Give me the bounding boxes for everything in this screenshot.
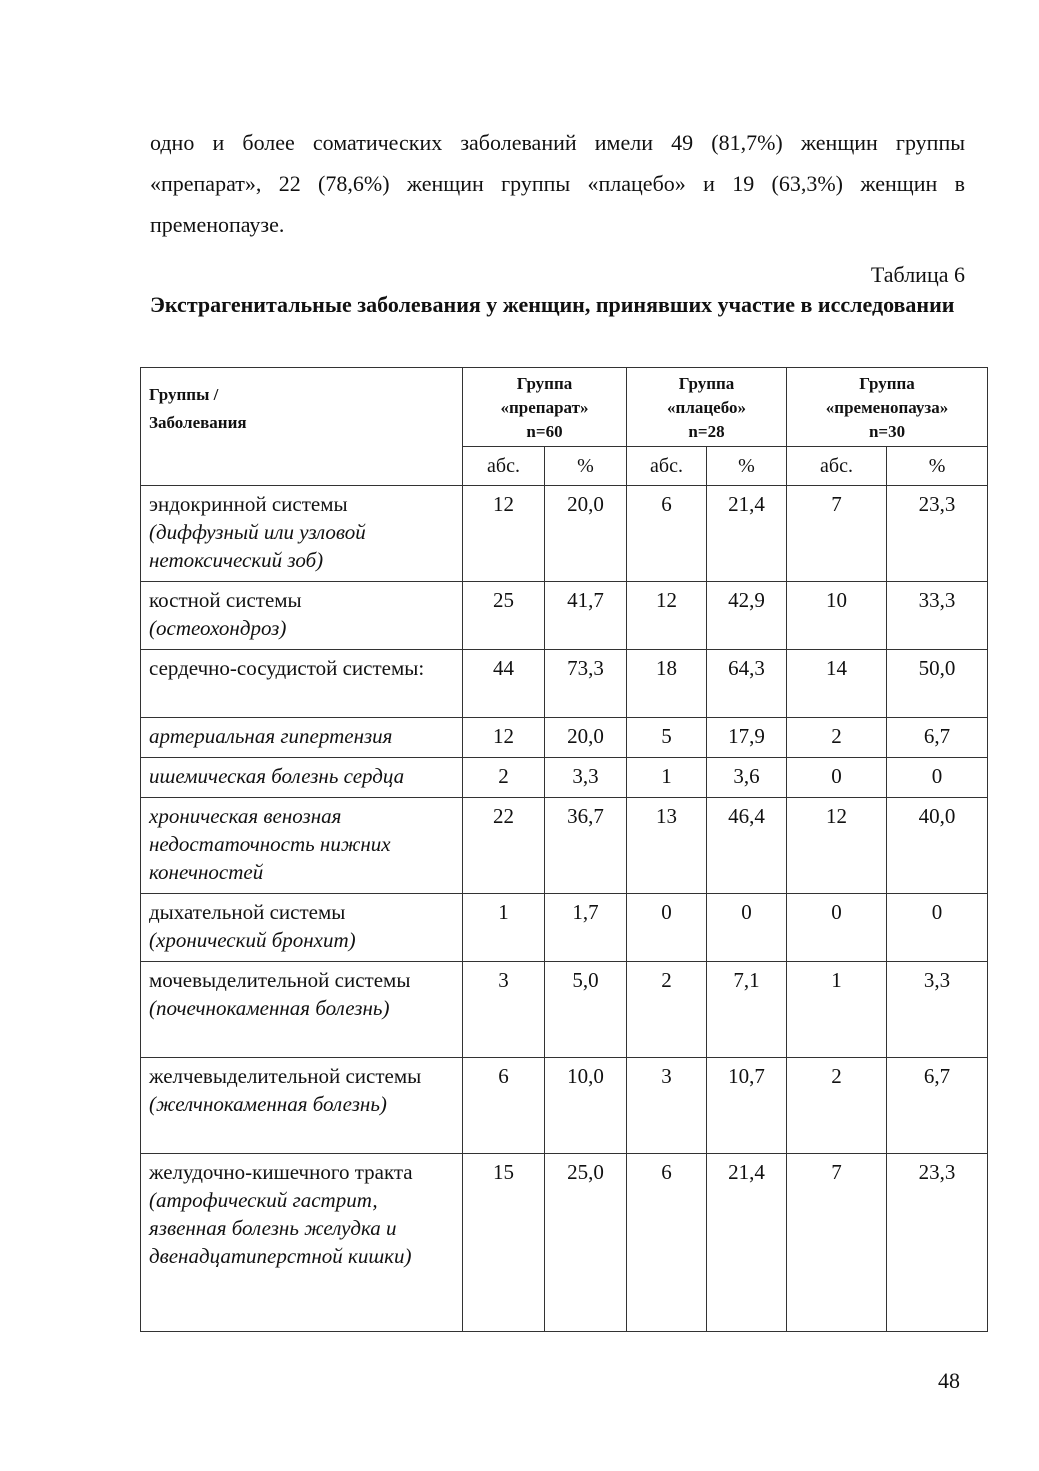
pct-value-cell: 23,3 xyxy=(887,1154,988,1332)
abs-value-cell: 44 xyxy=(463,650,545,718)
subheader-abs: абс. xyxy=(463,447,545,486)
abs-value-cell: 6 xyxy=(627,486,707,582)
group-header-line: Группа xyxy=(516,374,573,393)
pct-value-cell: 0 xyxy=(887,894,988,962)
disease-detail-label: (желчнокаменная болезнь) xyxy=(149,1092,387,1116)
pct-value-cell: 20,0 xyxy=(545,718,627,758)
pct-value-cell: 10,7 xyxy=(707,1058,787,1154)
disease-name-cell xyxy=(141,486,463,582)
pct-value-cell: 50,0 xyxy=(887,650,988,718)
pct-value-cell: 64,3 xyxy=(707,650,787,718)
corner-header xyxy=(141,368,463,486)
pct-value-cell: 40,0 xyxy=(887,798,988,894)
table-row xyxy=(141,798,988,894)
pct-value-cell: 3,3 xyxy=(545,758,627,798)
abs-value-cell: 2 xyxy=(627,962,707,1058)
abs-value-cell: 0 xyxy=(627,894,707,962)
pct-value-cell: 41,7 xyxy=(545,582,627,650)
disease-system-label: мочевыделительной системы xyxy=(149,968,411,992)
group-header-drug xyxy=(463,368,627,447)
disease-detail-label: (диффузный или узловой нетоксический зоб) xyxy=(149,520,366,572)
pct-value-cell: 0 xyxy=(887,758,988,798)
abs-value-cell: 3 xyxy=(627,1058,707,1154)
group-header-line: n=60 xyxy=(526,422,563,441)
disease-table xyxy=(140,367,988,1332)
abs-value-cell: 5 xyxy=(627,718,707,758)
table-row xyxy=(141,758,988,798)
group-header-premenopause xyxy=(787,368,988,447)
table-row xyxy=(141,582,988,650)
abs-value-cell: 0 xyxy=(787,758,887,798)
group-header-line: «препарат» xyxy=(500,398,589,417)
group-header-line: «пременопауза» xyxy=(825,398,949,417)
group-header-line: «плацебо» xyxy=(667,398,746,417)
disease-name-cell xyxy=(141,894,463,962)
abs-value-cell: 13 xyxy=(627,798,707,894)
disease-name-cell xyxy=(141,798,463,894)
abs-value-cell: 22 xyxy=(463,798,545,894)
body-paragraph: одно и более соматических заболеваний имели 49 (81,7%) женщин группы «препарат», 22 (78,6%) женщин группы «плацебо» и 19 (63,3%) женщин в пременопаузе. xyxy=(150,130,965,237)
disease-name-cell xyxy=(141,582,463,650)
abs-value-cell: 7 xyxy=(787,486,887,582)
disease-detail-label: ишемическая болезнь сердца xyxy=(149,764,405,788)
abs-value-cell: 2 xyxy=(787,718,887,758)
pct-value-cell: 25,0 xyxy=(545,1154,627,1332)
pct-value-cell: 1,7 xyxy=(545,894,627,962)
abs-value-cell: 12 xyxy=(787,798,887,894)
group-header-line: n=30 xyxy=(868,422,906,441)
disease-system-label: эндокринной системы xyxy=(149,492,348,516)
group-header-line: n=28 xyxy=(688,422,725,441)
abs-value-cell: 6 xyxy=(463,1058,545,1154)
disease-system-label: желудочно-кишечного тракта xyxy=(149,1160,413,1184)
abs-value-cell: 10 xyxy=(787,582,887,650)
pct-value-cell: 5,0 xyxy=(545,962,627,1058)
pct-value-cell: 21,4 xyxy=(707,486,787,582)
subheader-abs: абс. xyxy=(787,447,887,486)
disease-system-label: сердечно-сосудистой системы: xyxy=(149,656,425,680)
pct-value-cell: 0 xyxy=(707,894,787,962)
pct-value-cell: 3,6 xyxy=(707,758,787,798)
subheader-pct: % xyxy=(887,447,988,486)
pct-value-cell: 6,7 xyxy=(887,718,988,758)
group-header-line: Группа xyxy=(678,374,735,393)
disease-detail-label: (хронический бронхит) xyxy=(149,928,356,952)
table-caption: Экстрагенитальные заболевания у женщин, принявших участие в исследовании xyxy=(150,292,955,317)
table-row xyxy=(141,486,988,582)
abs-value-cell: 12 xyxy=(463,486,545,582)
pct-value-cell: 10,0 xyxy=(545,1058,627,1154)
disease-system-label: дыхательной системы xyxy=(149,900,346,924)
pct-value-cell: 36,7 xyxy=(545,798,627,894)
disease-name-cell xyxy=(141,1058,463,1154)
table-body xyxy=(141,486,988,1332)
abs-value-cell: 2 xyxy=(463,758,545,798)
abs-value-cell: 1 xyxy=(463,894,545,962)
disease-name-cell xyxy=(141,1154,463,1332)
abs-value-cell: 25 xyxy=(463,582,545,650)
abs-value-cell: 14 xyxy=(787,650,887,718)
abs-value-cell: 1 xyxy=(787,962,887,1058)
abs-value-cell: 15 xyxy=(463,1154,545,1332)
abs-value-cell: 12 xyxy=(463,718,545,758)
pct-value-cell: 7,1 xyxy=(707,962,787,1058)
table-row xyxy=(141,1154,988,1332)
pct-value-cell: 6,7 xyxy=(887,1058,988,1154)
pct-value-cell: 3,3 xyxy=(887,962,988,1058)
pct-value-cell: 46,4 xyxy=(707,798,787,894)
disease-detail-label: хроническая венозная недостаточность нижних конечностей xyxy=(149,804,391,884)
table-row xyxy=(141,894,988,962)
subheader-abs: абс. xyxy=(627,447,707,486)
pct-value-cell: 33,3 xyxy=(887,582,988,650)
disease-detail-label: (атрофический гастрит, язвенная болезнь желудка и двенадцатиперстной кишки) xyxy=(149,1188,412,1268)
table-header-row xyxy=(141,368,988,447)
disease-name-cell xyxy=(141,758,463,798)
abs-value-cell: 2 xyxy=(787,1058,887,1154)
corner-diseases-label: Заболевания xyxy=(149,413,247,432)
abs-value-cell: 18 xyxy=(627,650,707,718)
pct-value-cell: 42,9 xyxy=(707,582,787,650)
disease-system-label: желчевыделительной системы xyxy=(149,1064,422,1088)
disease-detail-label: (остеохондроз) xyxy=(149,616,287,640)
pct-value-cell: 21,4 xyxy=(707,1154,787,1332)
disease-name-cell xyxy=(141,962,463,1058)
abs-value-cell: 6 xyxy=(627,1154,707,1332)
disease-name-cell xyxy=(141,650,463,718)
table-row xyxy=(141,718,988,758)
disease-detail-label: (почечнокаменная болезнь) xyxy=(149,996,390,1020)
abs-value-cell: 1 xyxy=(627,758,707,798)
group-header-line: Группа xyxy=(859,374,915,393)
disease-system-label: костной системы xyxy=(149,588,302,612)
abs-value-cell: 0 xyxy=(787,894,887,962)
page-number: 48 xyxy=(938,1368,960,1393)
abs-value-cell: 3 xyxy=(463,962,545,1058)
disease-detail-label: артериальная гипертензия xyxy=(149,724,393,748)
subheader-pct: % xyxy=(545,447,627,486)
pct-value-cell: 17,9 xyxy=(707,718,787,758)
subheader-pct: % xyxy=(707,447,787,486)
group-header-placebo xyxy=(627,368,787,447)
abs-value-cell: 7 xyxy=(787,1154,887,1332)
table-row xyxy=(141,962,988,1058)
abs-value-cell: 12 xyxy=(627,582,707,650)
pct-value-cell: 23,3 xyxy=(887,486,988,582)
table-row xyxy=(141,650,988,718)
corner-groups-label: Группы / xyxy=(149,385,219,404)
pct-value-cell: 20,0 xyxy=(545,486,627,582)
table-label: Таблица 6 xyxy=(870,262,965,287)
pct-value-cell: 73,3 xyxy=(545,650,627,718)
disease-name-cell xyxy=(141,718,463,758)
table-row xyxy=(141,1058,988,1154)
